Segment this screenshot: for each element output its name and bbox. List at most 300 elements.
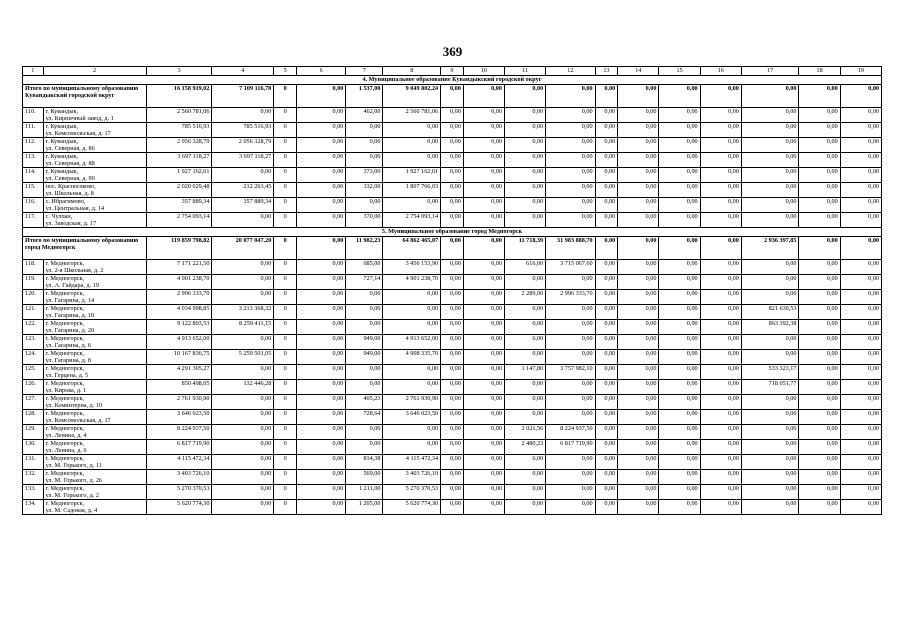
value-cell: 0,00 (840, 108, 881, 123)
value-cell: 0,00 (296, 213, 345, 228)
value-cell: 5 620 774,30 (146, 500, 212, 515)
value-cell: 0,00 (463, 485, 504, 500)
value-cell: 0 (274, 153, 297, 168)
total-value-cell: 0 (274, 85, 297, 108)
value-cell: 949,00 (346, 335, 383, 350)
value-cell: 0 (274, 290, 297, 305)
row-number: 124. (23, 350, 44, 365)
value-cell: 0,00 (383, 198, 441, 213)
value-cell: 850 498,05 (146, 380, 212, 395)
value-cell: 0,00 (799, 123, 840, 138)
value-cell: 0,00 (741, 153, 799, 168)
value-cell: 0,00 (659, 108, 700, 123)
table-row (23, 485, 882, 500)
total-value-cell: 0,00 (618, 85, 659, 108)
value-cell: 0,00 (595, 425, 618, 440)
address-line-1: г. Медногорск, (45, 395, 85, 402)
value-cell: 0,00 (840, 485, 881, 500)
value-cell: 0,00 (595, 350, 618, 365)
value-cell: 0,00 (741, 395, 799, 410)
value-cell: 0,00 (659, 290, 700, 305)
row-number: 120. (23, 290, 44, 305)
value-cell: 0,00 (595, 260, 618, 275)
value-cell: 0,00 (595, 290, 618, 305)
value-cell: 0,00 (700, 123, 741, 138)
value-cell: 0,00 (441, 275, 464, 290)
column-number-cell: 3 (146, 67, 212, 76)
value-cell: 0,00 (595, 320, 618, 335)
total-value-cell: 0,00 (659, 85, 700, 108)
value-cell: 0,00 (741, 290, 799, 305)
register-table (22, 66, 882, 515)
value-cell: 2 754 093,14 (383, 213, 441, 228)
value-cell: 0,00 (463, 320, 504, 335)
column-number-cell: 8 (383, 67, 441, 76)
value-cell: 0,00 (504, 183, 545, 198)
value-cell: 0,00 (546, 320, 595, 335)
value-cell: 0,00 (212, 455, 274, 470)
value-cell: 0,00 (659, 335, 700, 350)
column-number-cell: 19 (840, 67, 881, 76)
value-cell: 0,00 (546, 153, 595, 168)
value-cell: 3 697 118,27 (212, 153, 274, 168)
value-cell: 0,00 (546, 500, 595, 515)
value-cell: 0,00 (546, 213, 595, 228)
value-cell: 0,00 (463, 123, 504, 138)
value-cell: 2 996 333,70 (546, 290, 595, 305)
page-number: 369 (442, 44, 463, 59)
value-cell: 0 (274, 410, 297, 425)
value-cell: 0,00 (700, 365, 741, 380)
value-cell: 0,00 (441, 410, 464, 425)
value-cell: 0,00 (441, 260, 464, 275)
value-cell: 0,00 (346, 380, 383, 395)
value-cell: 0,00 (463, 425, 504, 440)
value-cell: 0,00 (346, 440, 383, 455)
total-value-cell: 0,00 (840, 85, 881, 108)
total-value-cell: 9 049 802,24 (383, 85, 441, 108)
value-cell: 728,64 (346, 410, 383, 425)
value-cell: 0,00 (383, 123, 441, 138)
address-line-1: г. Кувандык, (45, 138, 79, 145)
value-cell: 3 646 023,50 (383, 410, 441, 425)
column-number-cell: 4 (212, 67, 274, 76)
value-cell: 0,00 (463, 350, 504, 365)
value-cell: 0,00 (463, 213, 504, 228)
table-row (23, 275, 882, 290)
address-line-2: ул. Гагарина, д. 20 (45, 327, 95, 334)
address-line-1: г. Медногорск, (45, 320, 85, 327)
value-cell: 718 051,77 (741, 380, 799, 395)
value-cell: 0,00 (383, 380, 441, 395)
value-cell: 0,00 (700, 380, 741, 395)
value-cell: 6 817 719,90 (546, 440, 595, 455)
value-cell: 462,00 (346, 108, 383, 123)
total-value-cell: 0,00 (799, 237, 840, 260)
value-cell: 0 (274, 320, 297, 335)
table-row (23, 365, 882, 380)
value-cell: 0 (274, 168, 297, 183)
value-cell: 0,00 (799, 395, 840, 410)
value-cell: 0,00 (840, 365, 881, 380)
table-row (23, 183, 882, 198)
value-cell: 0,00 (441, 305, 464, 320)
value-cell: 4 908 335,70 (383, 350, 441, 365)
total-value-cell: 0,00 (504, 85, 545, 108)
value-cell: 0,00 (700, 500, 741, 515)
value-cell: 0 (274, 183, 297, 198)
column-number-cell: 18 (799, 67, 840, 76)
value-cell: 0,00 (504, 213, 545, 228)
address-line-2: ул. Коминтерна, д. 10 (45, 402, 103, 409)
column-number-cell: 17 (741, 67, 799, 76)
value-cell: 0,00 (799, 275, 840, 290)
total-value-cell: 119 859 798,82 (146, 237, 212, 260)
row-number: 125. (23, 365, 44, 380)
row-number: 134. (23, 500, 44, 515)
row-number: 112. (23, 138, 44, 153)
address-line-2: ул. Школьная, д. 8 (45, 190, 94, 197)
value-cell: 685,00 (346, 260, 383, 275)
value-cell: 0,00 (700, 350, 741, 365)
value-cell: 0,00 (504, 395, 545, 410)
value-cell: 2 480,23 (504, 440, 545, 455)
value-cell: 0,00 (741, 410, 799, 425)
row-number: 121. (23, 305, 44, 320)
value-cell: 5 259 501,05 (212, 350, 274, 365)
row-address (43, 213, 146, 228)
value-cell: 0,00 (546, 350, 595, 365)
total-value-cell: 0,00 (700, 85, 741, 108)
column-number-cell: 1 (23, 67, 44, 76)
value-cell: 0,00 (799, 350, 840, 365)
value-cell: 0 (274, 470, 297, 485)
value-cell: 0,00 (618, 440, 659, 455)
address-line-2: ул. Герцена, д. 5 (45, 372, 89, 379)
value-cell: 3 757 982,10 (546, 365, 595, 380)
row-address (43, 455, 146, 470)
value-cell: 0,00 (441, 470, 464, 485)
value-cell: 0,00 (741, 425, 799, 440)
total-value-cell: 0,00 (296, 237, 345, 260)
total-value-cell: 0,00 (618, 237, 659, 260)
value-cell: 0,00 (741, 138, 799, 153)
value-cell: 0,00 (463, 305, 504, 320)
value-cell: 0,00 (741, 198, 799, 213)
value-cell: 0,00 (463, 108, 504, 123)
value-cell: 0 (274, 213, 297, 228)
total-label: Итого по муниципальному образованию город Медногорск (23, 237, 147, 260)
value-cell: 0,00 (546, 138, 595, 153)
value-cell: 0,00 (441, 485, 464, 500)
value-cell: 2 289,00 (504, 290, 545, 305)
value-cell: 1 927 162,01 (383, 168, 441, 183)
value-cell: 0,00 (840, 500, 881, 515)
value-cell: 2 996 333,70 (146, 290, 212, 305)
value-cell: 0,00 (296, 198, 345, 213)
value-cell: 0,00 (346, 138, 383, 153)
address-line-1: г. Медногорск, (45, 290, 85, 297)
value-cell: 0,00 (700, 470, 741, 485)
value-cell: 0,00 (700, 275, 741, 290)
value-cell: 10 167 836,75 (146, 350, 212, 365)
value-cell: 0,00 (504, 470, 545, 485)
value-cell: 0,00 (296, 290, 345, 305)
value-cell: 0,00 (346, 123, 383, 138)
value-cell: 0,00 (504, 485, 545, 500)
value-cell: 0,00 (441, 365, 464, 380)
value-cell: 0,00 (441, 213, 464, 228)
value-cell: 332,00 (346, 183, 383, 198)
value-cell: 0,00 (296, 153, 345, 168)
address-line-1: г. Медногорск, (45, 380, 85, 387)
total-value-cell: 0,00 (659, 237, 700, 260)
value-cell: 0,00 (741, 108, 799, 123)
total-value-cell: 0,00 (595, 85, 618, 108)
value-cell: 0 (274, 395, 297, 410)
address-line-1: пос. Красноглково, (45, 183, 96, 190)
value-cell: 0,00 (546, 335, 595, 350)
value-cell: 0,00 (618, 275, 659, 290)
row-address (43, 168, 146, 183)
value-cell: 0,00 (504, 410, 545, 425)
total-value-cell: 0,00 (463, 237, 504, 260)
value-cell: 0,00 (463, 440, 504, 455)
value-cell: 0,00 (659, 213, 700, 228)
value-cell: 3 403 726,10 (383, 470, 441, 485)
value-cell: 0,00 (700, 440, 741, 455)
value-cell: 0,00 (799, 138, 840, 153)
value-cell: 0,00 (840, 198, 881, 213)
value-cell: 0,00 (840, 350, 881, 365)
row-number: 117. (23, 213, 44, 228)
value-cell: 0,00 (546, 455, 595, 470)
total-value-cell: 16 158 919,02 (146, 85, 212, 108)
value-cell: 0,00 (840, 260, 881, 275)
value-cell: 569,00 (346, 470, 383, 485)
value-cell: 0,00 (618, 123, 659, 138)
value-cell: 0,00 (799, 290, 840, 305)
value-cell: 0,00 (504, 335, 545, 350)
column-number-cell: 13 (595, 67, 618, 76)
value-cell: 2 560 781,06 (146, 108, 212, 123)
table-row (23, 213, 882, 228)
column-number-cell: 14 (618, 67, 659, 76)
total-value-cell: 64 862 465,07 (383, 237, 441, 260)
value-cell: 0,00 (618, 305, 659, 320)
value-cell: 0,00 (296, 183, 345, 198)
value-cell: 0,00 (618, 350, 659, 365)
value-cell: 0,00 (212, 410, 274, 425)
value-cell: 0,00 (463, 380, 504, 395)
value-cell: 0,00 (346, 365, 383, 380)
address-line-1: г. Медногорск, (45, 275, 85, 282)
address-line-1: г. Медногорск, (45, 350, 85, 357)
value-cell: 0,00 (595, 168, 618, 183)
address-line-2: ул. Северная, д. 90 (45, 175, 95, 182)
value-cell: 0,00 (659, 455, 700, 470)
row-number: 123. (23, 335, 44, 350)
value-cell: 0 (274, 123, 297, 138)
total-value-cell: 7 109 116,78 (212, 85, 274, 108)
value-cell: 0,00 (546, 380, 595, 395)
value-cell: 0,00 (700, 108, 741, 123)
value-cell: 0,00 (618, 335, 659, 350)
value-cell: 0,00 (741, 440, 799, 455)
row-address (43, 320, 146, 335)
value-cell: 0,00 (463, 500, 504, 515)
value-cell: 0,00 (546, 183, 595, 198)
column-number-cell: 15 (659, 67, 700, 76)
row-number: 132. (23, 470, 44, 485)
address-line-1: г. Медногорск, (45, 455, 85, 462)
table-row (23, 198, 882, 213)
value-cell: 0,00 (799, 305, 840, 320)
value-cell: 0,00 (700, 485, 741, 500)
value-cell: 0,00 (741, 213, 799, 228)
value-cell: 0,00 (799, 198, 840, 213)
address-line-2: ул. М. Садовая, д. 4 (45, 507, 98, 514)
address-line-1: г. Медногорск, (45, 500, 85, 507)
value-cell: 0,00 (700, 305, 741, 320)
value-cell: 0,00 (595, 108, 618, 123)
value-cell: 949,00 (346, 350, 383, 365)
value-cell: 8 224 937,50 (546, 425, 595, 440)
value-cell: 0,00 (618, 290, 659, 305)
value-cell: 0,00 (700, 260, 741, 275)
value-cell: 0,00 (546, 410, 595, 425)
total-value-cell: 11 718,39 (504, 237, 545, 260)
value-cell: 370,00 (346, 213, 383, 228)
value-cell: 533 323,17 (741, 365, 799, 380)
value-cell: 0,00 (618, 485, 659, 500)
value-cell: 2 021,56 (504, 425, 545, 440)
total-value-cell: 0 (274, 237, 297, 260)
value-cell: 0,00 (595, 138, 618, 153)
value-cell: 3 456 153,90 (383, 260, 441, 275)
row-address (43, 395, 146, 410)
value-cell: 0,00 (595, 380, 618, 395)
value-cell: 0,00 (546, 305, 595, 320)
address-line-2: ул. Ленина, д. 6 (45, 447, 87, 454)
row-address (43, 500, 146, 515)
value-cell: 0,00 (296, 320, 345, 335)
value-cell: 0,00 (840, 153, 881, 168)
value-cell: 0,00 (296, 260, 345, 275)
value-cell: 0,00 (463, 365, 504, 380)
value-cell: 0 (274, 485, 297, 500)
value-cell: 0,00 (595, 365, 618, 380)
value-cell: 0,00 (441, 153, 464, 168)
column-number-cell: 7 (346, 67, 383, 76)
value-cell: 0,00 (799, 168, 840, 183)
value-cell: 0,00 (618, 380, 659, 395)
value-cell: 0,00 (741, 183, 799, 198)
section-total-row (23, 237, 882, 260)
value-cell: 0,00 (463, 198, 504, 213)
value-cell: 6 817 719,90 (146, 440, 212, 455)
value-cell: 0,00 (741, 470, 799, 485)
row-number: 130. (23, 440, 44, 455)
value-cell: 0,00 (659, 183, 700, 198)
column-number-cell: 12 (546, 67, 595, 76)
value-cell: 0,00 (504, 380, 545, 395)
total-value-cell: 0,00 (546, 85, 595, 108)
address-line-1: г. Кувандык, (45, 108, 79, 115)
value-cell: 0,00 (799, 410, 840, 425)
address-line-2: ул. Кирова, д. 1 (45, 387, 87, 394)
address-line-2: ул. Комсомольская, д. 17 (45, 417, 111, 424)
value-cell: 0,00 (595, 153, 618, 168)
total-value-cell: 0,00 (700, 237, 741, 260)
value-cell: 0,00 (441, 123, 464, 138)
value-cell: 0,00 (799, 380, 840, 395)
value-cell: 0,00 (296, 485, 345, 500)
value-cell: 0,00 (840, 275, 881, 290)
value-cell: 0,00 (463, 138, 504, 153)
value-cell: 0,00 (840, 213, 881, 228)
column-number-row (23, 67, 882, 76)
address-line-1: г. Медногорск, (45, 425, 85, 432)
value-cell: 0,00 (212, 260, 274, 275)
value-cell: 3 697 118,27 (146, 153, 212, 168)
table-row (23, 335, 882, 350)
value-cell: 0,00 (504, 198, 545, 213)
value-cell: 821 630,53 (741, 305, 799, 320)
value-cell: 0,00 (546, 470, 595, 485)
address-line-1: г. Медногорск, (45, 470, 85, 477)
value-cell: 1 927 162,01 (146, 168, 212, 183)
value-cell: 0 (274, 365, 297, 380)
value-cell: 2 020 029,48 (146, 183, 212, 198)
value-cell: 0,00 (504, 108, 545, 123)
address-line-2: ул. М. Горького, д. 26 (45, 477, 103, 484)
table-row (23, 108, 882, 123)
value-cell: 0,00 (840, 123, 881, 138)
value-cell: 0,00 (741, 260, 799, 275)
value-cell: 2 761 930,90 (383, 395, 441, 410)
value-cell: 2 761 930,90 (146, 395, 212, 410)
value-cell: 0,00 (840, 290, 881, 305)
row-address (43, 123, 146, 138)
value-cell: 0,00 (799, 440, 840, 455)
value-cell: 5 620 774,30 (383, 500, 441, 515)
row-number: 118. (23, 260, 44, 275)
address-line-1: г. Кувандык, (45, 123, 79, 130)
value-cell: 0,00 (296, 350, 345, 365)
row-number: 127. (23, 395, 44, 410)
value-cell: 0,00 (504, 138, 545, 153)
value-cell: 3 715 067,60 (546, 260, 595, 275)
value-cell: 0 (274, 198, 297, 213)
value-cell: 616,00 (504, 260, 545, 275)
column-number-cell: 11 (504, 67, 545, 76)
address-line-2: ул. М. Горького, д. 11 (45, 462, 102, 469)
value-cell: 0,00 (463, 395, 504, 410)
value-cell: 0,00 (346, 290, 383, 305)
table-row (23, 455, 882, 470)
value-cell: 0,00 (799, 320, 840, 335)
value-cell: 0,00 (296, 455, 345, 470)
value-cell: 0,00 (463, 168, 504, 183)
value-cell: 0,00 (441, 138, 464, 153)
value-cell: 0,00 (504, 305, 545, 320)
value-cell: 0,00 (618, 198, 659, 213)
value-cell: 0,00 (840, 168, 881, 183)
address-line-2: ул. Комсомольская, д. 17 (45, 130, 111, 137)
value-cell: 0,00 (659, 365, 700, 380)
address-line-2: ул. Гагарина, д. 18 (45, 312, 95, 319)
